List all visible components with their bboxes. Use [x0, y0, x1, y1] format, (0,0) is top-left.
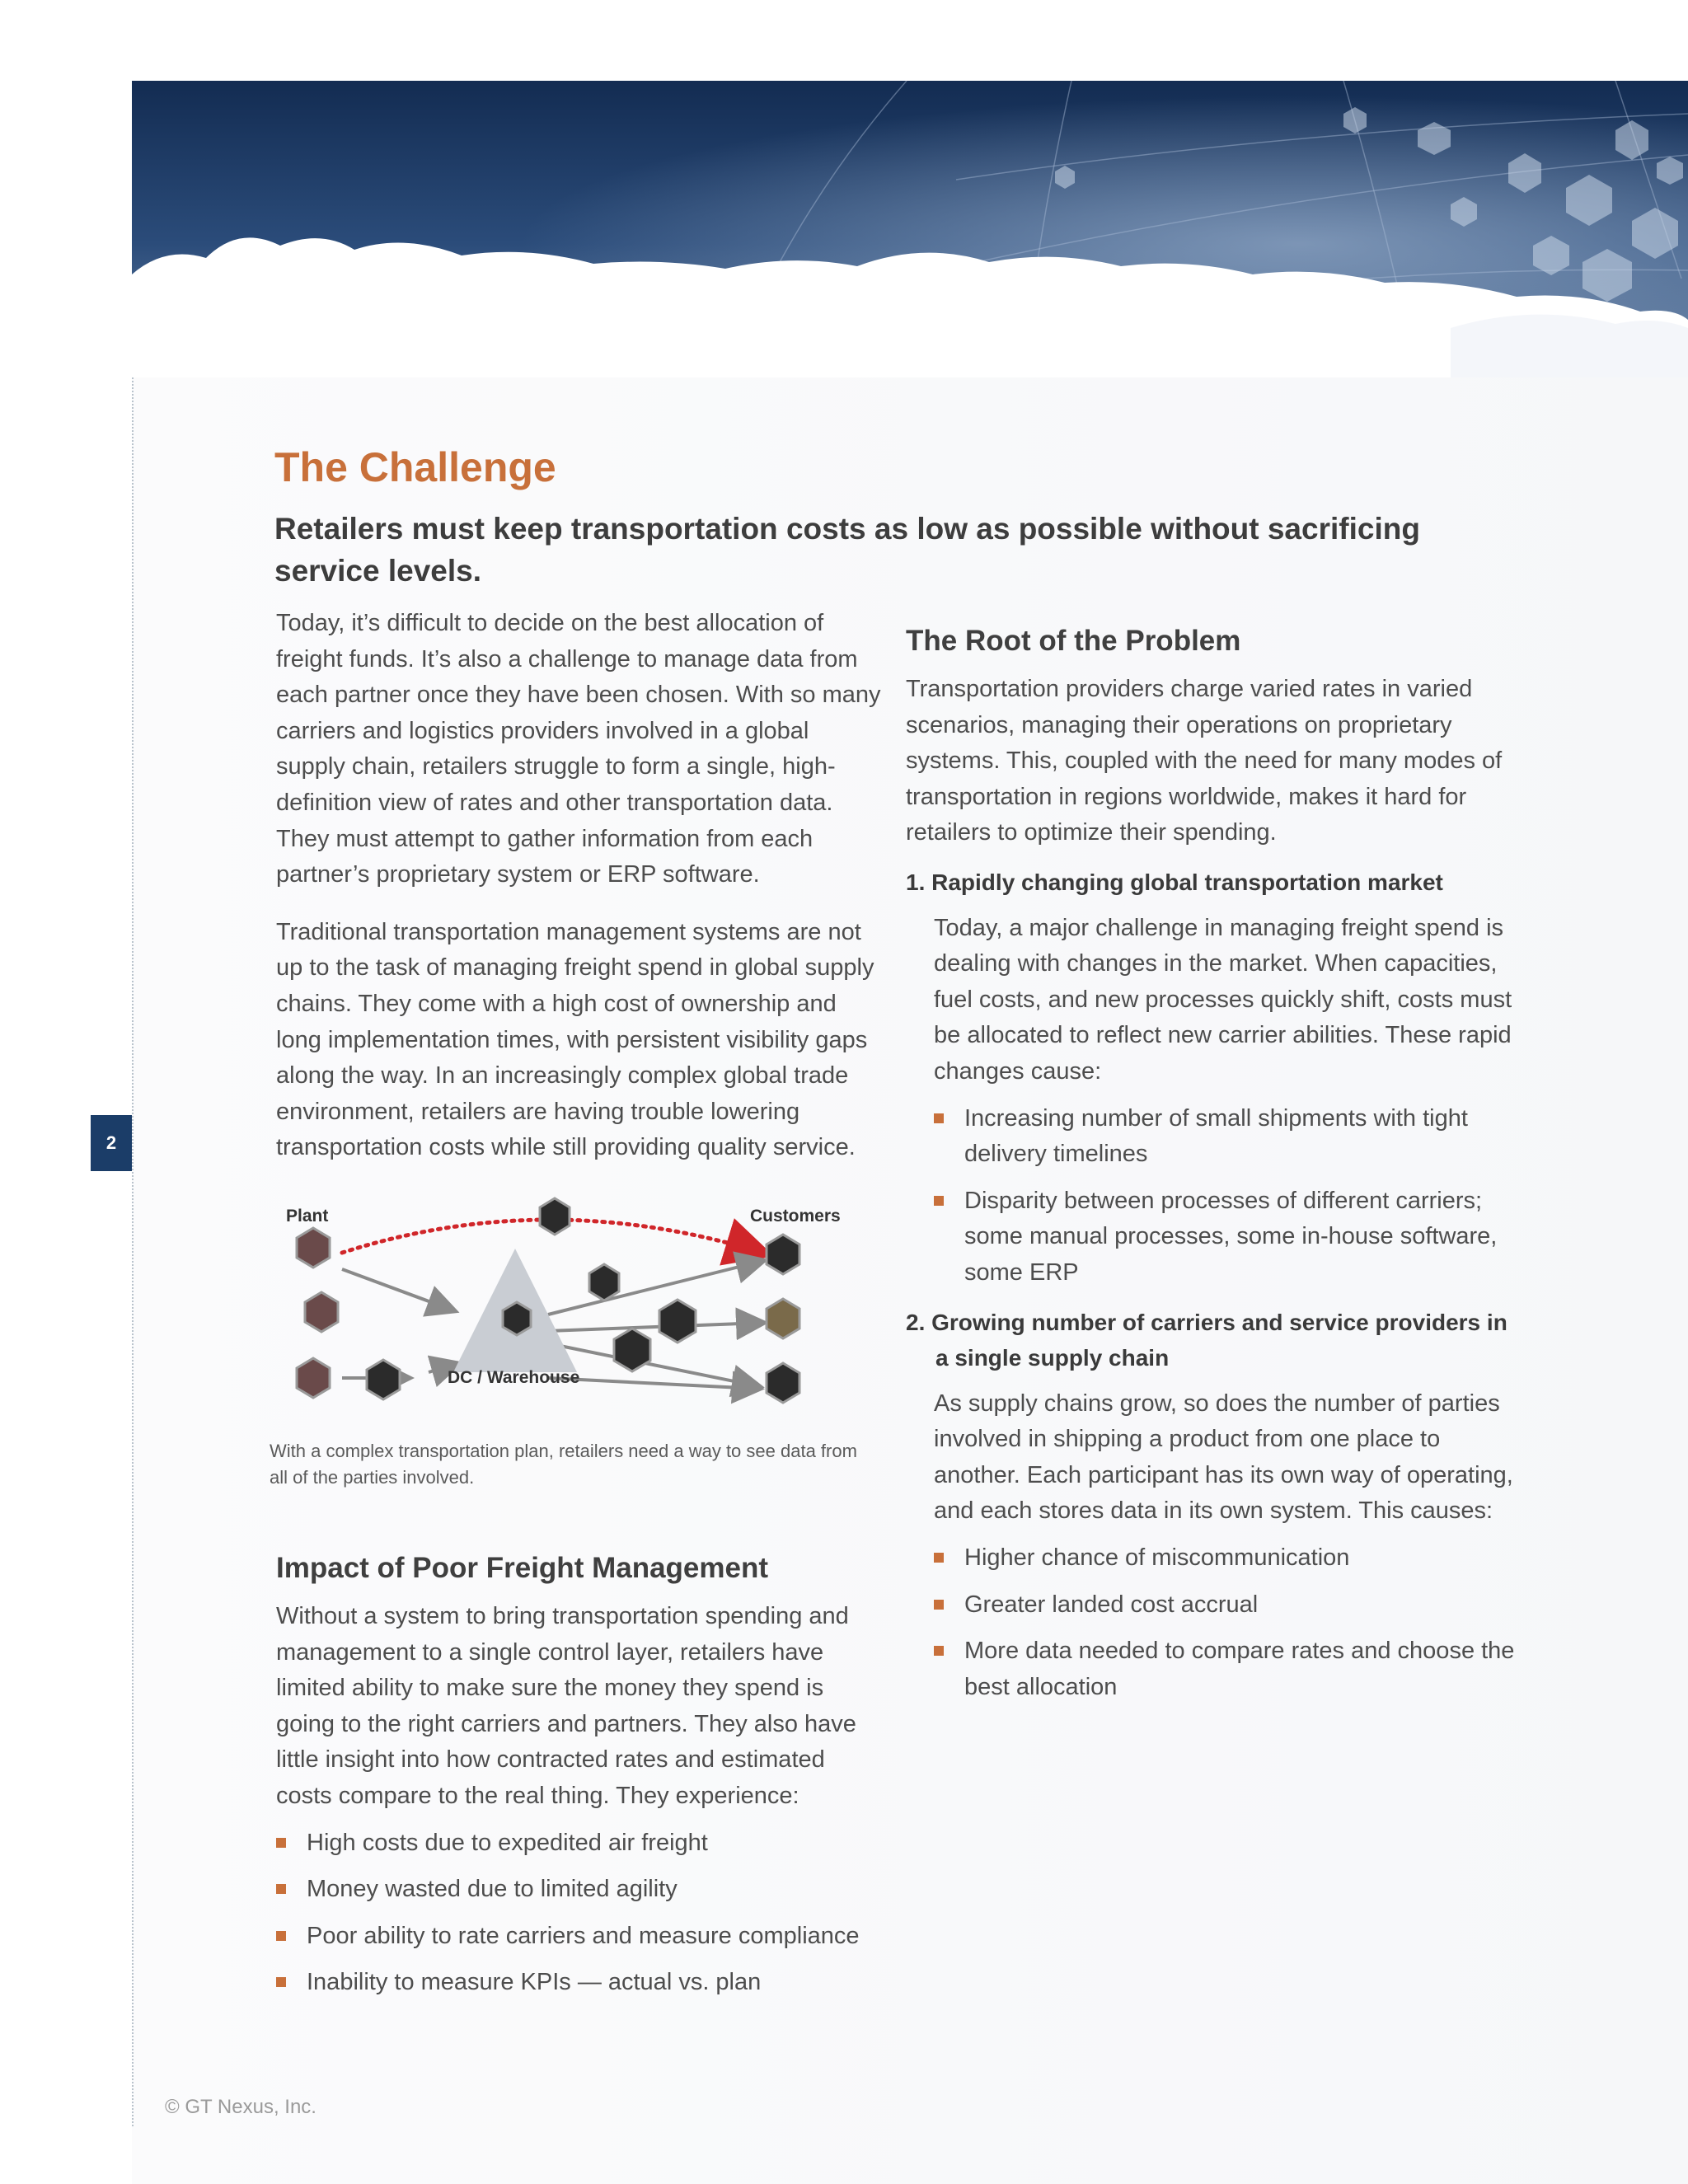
numbered-item-bullets: [934, 1101, 1516, 1291]
bullet-square-icon: [934, 1113, 944, 1123]
bullet-square-icon: [276, 1931, 286, 1941]
numbered-item-paragraph: Today, a major challenge in managing freight spend is dealing with changes in the market. When capacities, fuel costs, and new processes quickly shift, costs must be allocated to reflect new carrier abilities. These rapid changes cause:: [934, 914, 1512, 1085]
impact-heading: Impact of Poor Freight Management: [276, 1552, 768, 1584]
truck-icon: [659, 1300, 696, 1343]
impact-bullet-list: [276, 1825, 882, 2001]
numbered-item-body: [906, 911, 1516, 1291]
numbered-item-title: 1. Rapidly changing global transportation market: [906, 869, 1443, 895]
train-icon: [614, 1329, 650, 1371]
page-subtitle: Retailers must keep transportation costs as low as possible without sacrificing service levels.: [274, 512, 1420, 588]
list-item: Increasing number of small shipments with tight delivery timelines: [934, 1101, 1516, 1173]
list-item: Greater landed cost accrual: [934, 1587, 1516, 1624]
list-item: Poor ability to rate carriers and measure compliance: [276, 1919, 882, 1955]
numbered-item-paragraph: As supply chains grow, so does the number of parties involved in shipping a product from one place to another. Each participant has its own way of operating, and each stores data in its own system. This causes:: [934, 1390, 1513, 1525]
airplane-icon: [540, 1198, 570, 1235]
diagram-caption: With a complex transportation plan, retailers need a way to see data from all of the parties involved.: [270, 1441, 857, 1488]
bullet-square-icon: [934, 1553, 944, 1563]
left-column: [276, 606, 882, 1166]
plant-icon: [297, 1228, 330, 1268]
bullet-square-icon: [276, 1977, 286, 1987]
margin-dotted-line: [132, 272, 134, 2126]
impact-section: [276, 1549, 882, 2001]
page-number-tab: 2: [91, 1115, 132, 1171]
forklift-icon: [503, 1302, 531, 1335]
customer-store-icon: [767, 1235, 799, 1274]
bullet-square-icon: [276, 1838, 286, 1848]
footer-copyright: © GT Nexus, Inc.: [165, 2096, 316, 2118]
numbered-item-body: [906, 1386, 1516, 1706]
page-title: The Challenge: [274, 444, 556, 490]
right-column: [906, 622, 1516, 1705]
intro-paragraph-1: Today, it’s difficult to decide on the best allocation of freight funds. It’s also a challenge to manage data from each partner once they have been chosen. With so many carriers and logistics providers involved in a global supply chain, retailers struggle to form a single, high-definition view of rates and other transportation data. They must attempt to gather information from each partner’s proprietary system or ERP software.: [276, 610, 881, 888]
customer-store-icon: [767, 1363, 799, 1403]
dc-warehouse-label: DC / Warehouse: [448, 1368, 580, 1387]
list-item: Money wasted due to limited agility: [276, 1872, 882, 1908]
bullet-square-icon: [934, 1196, 944, 1206]
impact-paragraph: Without a system to bring transportation spending and management to a single control layer, retailers have limited ability to make sure the money they spend is going to the right carriers and partners. They also have little insight into how contracted rates and estimated costs compare to the real thing. They experience:: [276, 1603, 856, 1809]
root-paragraph: Transportation providers charge varied rates in varied scenarios, managing their operations on proprietary systems. This, coupled with the need for many modes of transportation in regions worldwide, makes it hard for retailers to optimize their spending.: [906, 676, 1503, 846]
numbered-item-bullets: [934, 1540, 1516, 1705]
customer-store-icon: [767, 1299, 799, 1338]
plant-icon: [305, 1292, 338, 1332]
root-heading: The Root of the Problem: [906, 625, 1241, 657]
bullet-square-icon: [276, 1884, 286, 1894]
list-item: High costs due to expedited air freight: [276, 1825, 882, 1862]
intro-paragraph-2: Traditional transportation management systems are not up to the task of managing freight spend in global supply chains. They come with a high cost of ownership and long implementation times, with persistent visibility gaps along the way. In an increasingly complex global trade environment, retailers are having trouble lowering transportation costs while still providing quality service.: [276, 918, 874, 1161]
supply-chain-diagram: [268, 1170, 845, 1434]
customers-label: Customers: [750, 1207, 841, 1226]
bullet-square-icon: [934, 1600, 944, 1610]
list-item: Higher chance of miscommunication: [934, 1540, 1516, 1577]
list-item: More data needed to compare rates and choose the best allocation: [934, 1633, 1516, 1705]
plant-icon: [297, 1358, 330, 1398]
airplane-icon: [589, 1264, 619, 1301]
plant-label: Plant: [286, 1207, 329, 1226]
numbered-item-title: 2. Growing number of carriers and service providers in a single supply chain: [906, 1309, 1507, 1371]
list-item: Inability to measure KPIs — actual vs. plan: [276, 1965, 882, 2001]
ship-icon: [367, 1360, 400, 1399]
bullet-square-icon: [934, 1646, 944, 1656]
list-item: Disparity between processes of different carriers; some manual processes, some in-house software, some ERP: [934, 1183, 1516, 1291]
header-banner-image: [132, 81, 1688, 377]
